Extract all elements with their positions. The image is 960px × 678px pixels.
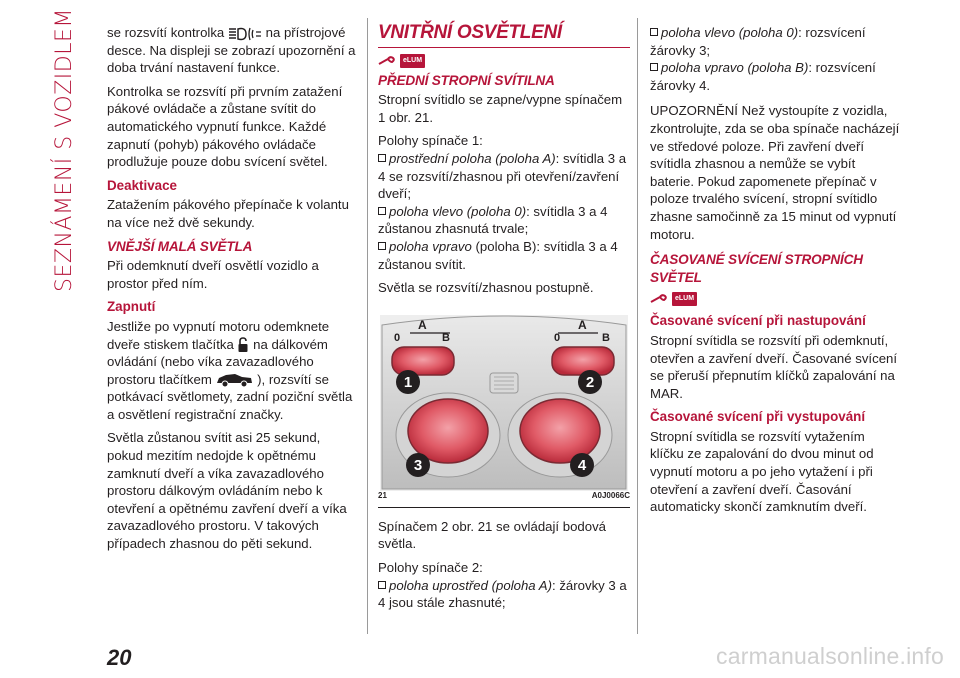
chapter-side-title: SEZNÁMENÍ S VOZIDLEM	[52, 8, 77, 292]
callout-1: 1	[403, 373, 413, 391]
paragraph: se rozsvítí kontrolka na přístrojové desce. Na displeji se zobrazí upozornění a doba trvání nastavení funkce.	[107, 25, 356, 76]
switch-label-b: B	[602, 331, 610, 344]
column-divider	[367, 18, 368, 634]
checkbox-icon	[650, 28, 658, 36]
list-item: poloha vlevo (poloha 0): rozsvícení žárovky 3;	[650, 25, 866, 58]
watermark: carmanualsonline.info	[716, 643, 944, 669]
list-item: poloha uprostřed (poloha A): žárovky 3 a 4 jsou stále zhasnuté;	[378, 577, 627, 611]
subheading: Časované svícení při nastupování	[650, 313, 866, 329]
callout-4: 4	[577, 456, 587, 474]
paragraph: Polohy spínače 2:	[378, 559, 483, 575]
paragraph: Kontrolka se rozsvítí při prvním zatažení pákové ovládače a zůstane svítit do automatického vypnutí funkce. Každé zapnutí (pohyb) pákového ovládače prodlužuje pouze dobu svícení světel.	[107, 83, 343, 170]
subheading: Časované svícení při vystupování	[650, 409, 866, 425]
paragraph: Spínačem 2 obr. 21 se ovládají bodová světla.	[378, 518, 607, 552]
wrench-icon	[650, 294, 668, 304]
switch-label-b: B	[442, 331, 450, 344]
list-item: poloha vpravo (poloha B): svítidla 3 a 4 zůstanou svítit.	[378, 238, 618, 272]
section-heading: VNĚJŠÍ MALÁ SVĚTLA	[107, 238, 253, 254]
car-trunk-icon	[215, 372, 253, 388]
ceiling-light-figure	[378, 311, 630, 508]
paragraph: Při odemknutí dveří osvětlí vozidlo a prostor před ním.	[107, 258, 319, 291]
figure-caption	[378, 487, 630, 505]
paragraph: Jestliže po vypnutí motoru odemknete dveře stiskem tlačítka na dálkovém ovládání (nebo víka zavazadlového prostoru tlačítkem ), rozsvítí se potkávací světlomety, zadní poziční světla a osvětlení registrační značky.	[107, 318, 353, 422]
checkbox-icon	[650, 63, 658, 71]
paragraph: Zatažením pákového přepínače k volantu na více než dvě sekundy.	[107, 197, 349, 230]
low-beam-indicator-icon	[228, 27, 262, 41]
paragraph: Stropní svítidlo se zapne/vypne spínačem 1 obr. 21.	[378, 92, 623, 125]
figure-number: 21	[378, 491, 387, 501]
paragraph: Stropní svítidla se rozsvítí při odemknutí, otevřen a zavření dveří. Časované svícení se přeruší přepnutím klíčků zapalování na MAR.	[650, 332, 898, 401]
section-heading: ČASOVANÉ SVÍCENÍ STROPNÍCH SVĚTEL	[650, 252, 863, 285]
lock-icon	[237, 337, 249, 353]
column-left	[107, 24, 357, 559]
switch-label-0: 0	[394, 331, 401, 344]
wrench-icon	[378, 56, 396, 66]
column-middle	[378, 24, 630, 612]
paragraph: Polohy spínače 1:	[378, 133, 483, 149]
switch-label-a: A	[418, 317, 427, 332]
column-divider	[637, 18, 638, 634]
checkbox-icon	[378, 581, 386, 589]
subheading: Zapnutí	[107, 299, 156, 315]
switch-label-0: 0	[554, 331, 561, 344]
checkbox-icon	[378, 154, 386, 162]
list-item: prostřední poloha (poloha A): svítidla 3 a 4 se rozsvítí/zhasnou při otevření/zavření dveří;	[378, 150, 627, 202]
checkbox-icon	[378, 242, 386, 250]
subheading: Deaktivace	[107, 177, 177, 193]
page-number: 20	[107, 645, 132, 670]
callout-2: 2	[585, 373, 595, 391]
checkbox-icon	[378, 207, 386, 215]
column-right	[650, 24, 900, 522]
elum-badge: eLUM	[650, 292, 900, 306]
list-item: poloha vlevo (poloha 0): svítidla 3 a 4 zůstanou zhasnutá trvale;	[378, 203, 608, 237]
elum-badge: eLUM	[378, 54, 630, 68]
list-item: poloha vpravo (poloha B): rozsvícení žárovky 4.	[650, 60, 876, 93]
callout-3: 3	[413, 456, 423, 474]
paragraph: Světla se rozsvítí/zhasnou postupně.	[378, 280, 594, 296]
figure-code: A0J0066C	[591, 491, 630, 501]
section-heading: PŘEDNÍ STROPNÍ SVÍTILNA	[378, 72, 555, 88]
warning-paragraph: UPOZORNĚNÍ Než vystoupíte z vozidla, zkontrolujte, zda se oba spínače nacházejí ve středové poloze. Při zavření dveří svítidla zhasnou a nemůže se vybít baterie. Pokud zapomenete přepínač v poloze trvalého svícení, stropní svítidlo zhasne samočinně za 15 minut od vypnutí motoru.	[650, 103, 900, 242]
switch-label-a: A	[578, 317, 587, 332]
ceiling-light-illustration	[378, 311, 630, 491]
section-title: VNITŘNÍ OSVĚTLENÍ	[378, 24, 630, 48]
paragraph: Světla zůstanou svítit asi 25 sekund, pokud mezitím nedojde k opětnému zamknutí dveří a víka zavazadlového prostoru dálkovým ovládáním nebo k otevření a opětnému zavření dveří a víka zavazadlového prostoru. V takových případech zhasnou do pěti sekund.	[107, 430, 347, 552]
paragraph: Stropní svítidla se rozsvítí vytažením klíčku ze zapalování do dvou minut od vypnutí motoru a po jeho vytažení i při otevření a zavření dveří. Časování automaticky skončí zamknutím dveří.	[650, 428, 874, 515]
